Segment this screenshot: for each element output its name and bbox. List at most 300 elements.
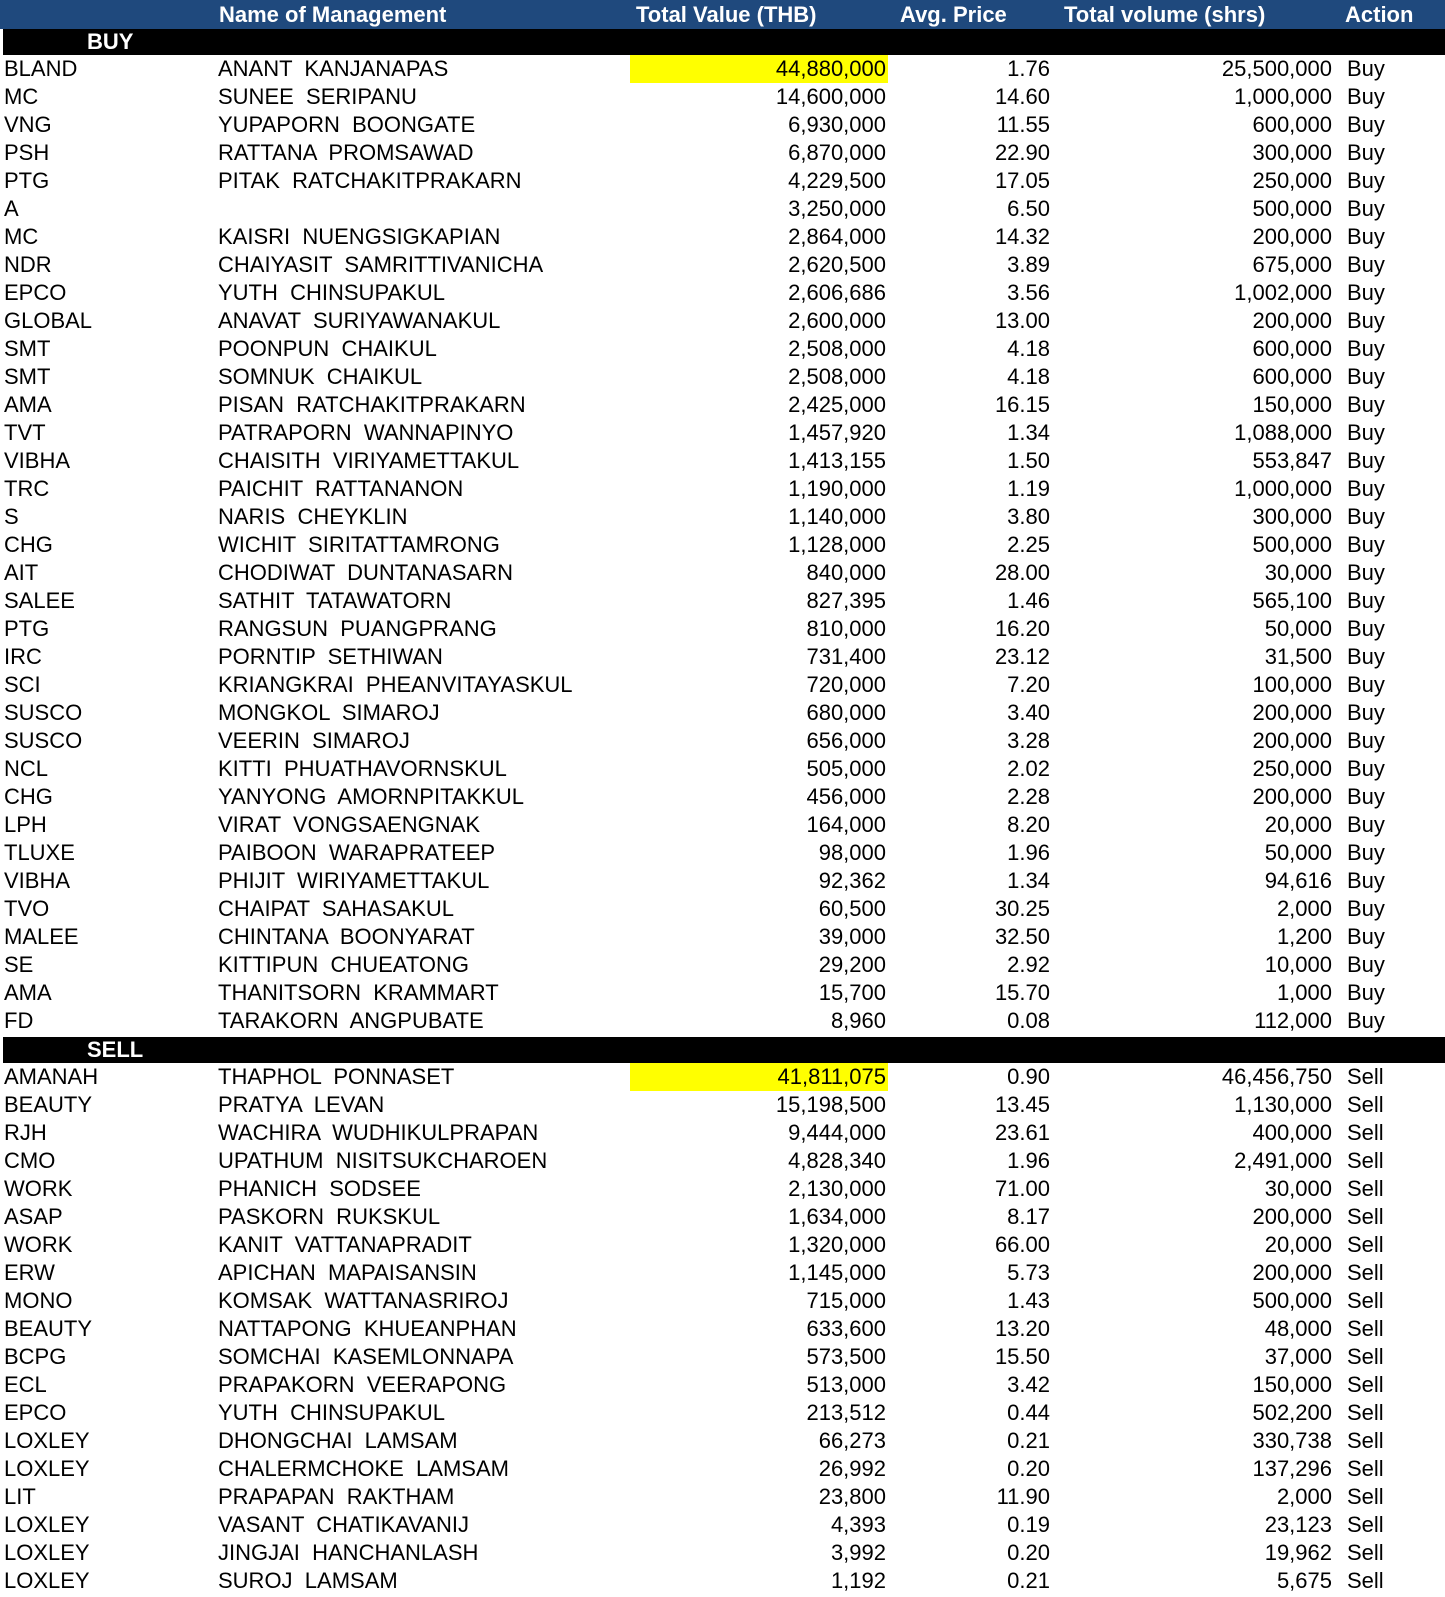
management-name-cell: VASANT CHATIKAVANIJ: [218, 1512, 470, 1537]
total-volume-cell: 200,000: [1252, 224, 1332, 249]
action-cell: Buy: [1347, 896, 1385, 921]
action-cell: Buy: [1347, 588, 1385, 613]
symbol-cell: CMO: [4, 1148, 56, 1173]
table-row: [0, 1259, 1445, 1287]
management-name-cell: TARAKORN ANGPUBATE: [218, 1008, 484, 1033]
symbol-cell: SALEE: [4, 588, 75, 613]
avg-price-cell: 28.00: [994, 560, 1050, 585]
buy-section-header: [3, 29, 1445, 55]
total-value-cell: 98,000: [818, 840, 886, 865]
action-cell: Sell: [1347, 1428, 1384, 1453]
management-name-cell: YUPAPORN BOONGATE: [218, 112, 476, 137]
action-cell: Sell: [1347, 1176, 1384, 1201]
management-name-cell: CHALERMCHOKE LAMSAM: [218, 1456, 509, 1481]
management-name-cell: PITAK RATCHAKITPRAKARN: [218, 168, 522, 193]
action-cell: Buy: [1347, 924, 1385, 949]
management-name-cell: PORNTIP SETHIWAN: [218, 644, 443, 669]
avg-price-cell: 13.20: [994, 1316, 1050, 1341]
table-row: [0, 699, 1445, 727]
total-volume-cell: 94,616: [1264, 868, 1332, 893]
action-cell: Buy: [1347, 252, 1385, 277]
total-volume-cell: 675,000: [1252, 252, 1332, 277]
symbol-cell: GLOBAL: [4, 308, 93, 333]
action-cell: Buy: [1347, 952, 1385, 977]
avg-price-cell: 1.76: [1007, 56, 1050, 81]
total-volume-cell: 500,000: [1252, 1288, 1332, 1313]
symbol-cell: NDR: [4, 252, 52, 277]
avg-price-cell: 0.90: [1007, 1064, 1050, 1089]
action-cell: Buy: [1347, 728, 1385, 753]
total-volume-cell: 150,000: [1252, 1372, 1332, 1397]
management-name-cell: THANITSORN KRAMMART: [218, 980, 499, 1005]
symbol-cell: LOXLEY: [4, 1512, 90, 1537]
total-value-cell: 8,960: [830, 1008, 886, 1033]
total-volume-cell: 1,000,000: [1234, 476, 1332, 501]
symbol-cell: RJH: [4, 1120, 47, 1145]
management-name-cell: ANAVAT SURIYAWANAKUL: [218, 308, 501, 333]
management-name-cell: SUNEE SERIPANU: [218, 84, 417, 109]
symbol-cell: IRC: [4, 644, 42, 669]
total-value-cell: 633,600: [806, 1316, 886, 1341]
avg-price-cell: 1.46: [1007, 588, 1050, 613]
total-volume-cell: 500,000: [1252, 196, 1332, 221]
header-management: Name of Management: [219, 2, 447, 27]
table-row: [0, 1343, 1445, 1371]
symbol-cell: MALEE: [4, 924, 79, 949]
action-cell: Sell: [1347, 1400, 1384, 1425]
action-cell: Buy: [1347, 756, 1385, 781]
total-value-cell: 573,500: [806, 1344, 886, 1369]
avg-price-cell: 14.60: [994, 84, 1050, 109]
avg-price-cell: 2.28: [1007, 784, 1050, 809]
total-volume-cell: 200,000: [1252, 1204, 1332, 1229]
symbol-cell: AIT: [4, 560, 39, 585]
avg-price-cell: 11.90: [996, 1484, 1050, 1509]
table-row: [0, 559, 1445, 587]
total-value-cell: 2,864,000: [788, 224, 886, 249]
symbol-cell: BCPG: [4, 1344, 67, 1369]
avg-price-cell: 3.42: [1007, 1372, 1050, 1397]
header-action: Action: [1345, 2, 1414, 27]
total-value-cell: 1,634,000: [788, 1204, 886, 1229]
avg-price-cell: 3.28: [1007, 728, 1050, 753]
total-volume-cell: 100,000: [1252, 672, 1332, 697]
avg-price-cell: 13.45: [994, 1092, 1050, 1117]
total-value-cell: 456,000: [806, 784, 886, 809]
management-name-cell: DHONGCHAI LAMSAM: [218, 1428, 458, 1453]
action-cell: Buy: [1347, 616, 1385, 641]
table-row: [0, 783, 1445, 811]
total-volume-cell: 200,000: [1252, 700, 1332, 725]
avg-price-cell: 0.19: [1007, 1512, 1050, 1537]
management-name-cell: RANGSUN PUANGPRANG: [218, 616, 497, 641]
table-row: [0, 1567, 1445, 1595]
table-row: [0, 1007, 1445, 1035]
total-value-cell: 60,500: [818, 896, 886, 921]
avg-price-cell: 6.50: [1007, 196, 1050, 221]
table-header: [0, 0, 1445, 29]
symbol-cell: BLAND: [4, 56, 78, 81]
total-value-cell: 44,880,000: [630, 55, 888, 83]
management-name-cell: PRAPAPAN RAKTHAM: [218, 1484, 455, 1509]
symbol-cell: ASAP: [4, 1204, 63, 1229]
total-value-cell: 1,145,000: [788, 1260, 886, 1285]
avg-price-cell: 66.00: [994, 1232, 1050, 1257]
avg-price-cell: 13.00: [994, 308, 1050, 333]
total-volume-cell: 2,000: [1276, 896, 1332, 921]
avg-price-cell: 3.40: [1007, 700, 1050, 725]
table-row: [0, 1399, 1445, 1427]
avg-price-cell: 1.96: [1007, 1148, 1050, 1173]
total-volume-cell: 500,000: [1252, 532, 1332, 557]
table-row: [0, 279, 1445, 307]
total-volume-cell: 200,000: [1252, 728, 1332, 753]
avg-price-cell: 8.17: [1007, 1204, 1050, 1229]
action-cell: Sell: [1347, 1372, 1384, 1397]
avg-price-cell: 0.20: [1007, 1456, 1050, 1481]
management-name-cell: PASKORN RUKSKUL: [218, 1204, 441, 1229]
symbol-cell: ECL: [4, 1372, 47, 1397]
sell-rows: [0, 1063, 1445, 1595]
total-value-cell: 39,000: [818, 924, 886, 949]
management-name-cell: KOMSAK WATTANASRIROJ: [218, 1288, 509, 1313]
symbol-cell: SCI: [4, 672, 41, 697]
avg-price-cell: 2.02: [1007, 756, 1050, 781]
table-row: [0, 1539, 1445, 1567]
symbol-cell: CHG: [4, 784, 53, 809]
total-value-cell: 3,250,000: [788, 196, 886, 221]
total-value-cell: 3,992: [830, 1540, 886, 1565]
table-row: [0, 867, 1445, 895]
table-row: [0, 1455, 1445, 1483]
table-row: [0, 195, 1445, 223]
symbol-cell: NCL: [4, 756, 49, 781]
total-value-cell: 1,140,000: [788, 504, 886, 529]
symbol-cell: BEAUTY: [4, 1092, 93, 1117]
table-row: [0, 503, 1445, 531]
action-cell: Buy: [1347, 644, 1385, 669]
total-volume-cell: 1,000,000: [1234, 84, 1332, 109]
management-name-cell: APICHAN MAPAISANSIN: [218, 1260, 477, 1285]
table-row: [0, 447, 1445, 475]
table-row: [0, 531, 1445, 559]
management-name-cell: POONPUN CHAIKUL: [218, 336, 437, 361]
total-volume-cell: 600,000: [1252, 112, 1332, 137]
total-volume-cell: 1,130,000: [1234, 1092, 1332, 1117]
avg-price-cell: 1.34: [1007, 420, 1050, 445]
management-name-cell: UPATHUM NISITSUKCHAROEN: [218, 1148, 548, 1173]
buy-section-label: BUY: [87, 29, 134, 54]
action-cell: Buy: [1347, 112, 1385, 137]
total-value-cell: 1,190,000: [788, 476, 886, 501]
table-row: [0, 923, 1445, 951]
avg-price-cell: 17.05: [994, 168, 1050, 193]
total-volume-cell: 112,000: [1254, 1008, 1332, 1033]
symbol-cell: FD: [4, 1008, 34, 1033]
management-name-cell: YANYONG AMORNPITAKKUL: [218, 784, 525, 809]
table-row: [0, 895, 1445, 923]
total-volume-cell: 200,000: [1252, 1260, 1332, 1285]
management-name-cell: CHODIWAT DUNTANASARN: [218, 560, 513, 585]
total-volume-cell: 137,296: [1252, 1456, 1332, 1481]
total-value-cell: 715,000: [806, 1288, 886, 1313]
management-name-cell: CHAIYASIT SAMRITTIVANICHA: [218, 252, 544, 277]
management-name-cell: MONGKOL SIMAROJ: [218, 700, 440, 725]
avg-price-cell: 1.19: [1007, 476, 1050, 501]
action-cell: Sell: [1347, 1484, 1384, 1509]
total-value-cell: 840,000: [806, 560, 886, 585]
action-cell: Sell: [1347, 1064, 1384, 1089]
avg-price-cell: 1.50: [1007, 448, 1050, 473]
avg-price-cell: 1.43: [1007, 1288, 1050, 1313]
total-volume-cell: 600,000: [1252, 364, 1332, 389]
management-name-cell: NATTAPONG KHUEANPHAN: [218, 1316, 517, 1341]
management-name-cell: SUROJ LAMSAM: [218, 1568, 398, 1593]
management-name-cell: KAISRI NUENGSIGKAPIAN: [218, 224, 501, 249]
symbol-cell: EPCO: [4, 280, 67, 305]
action-cell: Buy: [1347, 420, 1385, 445]
total-volume-cell: 330,738: [1252, 1428, 1332, 1453]
table-row: [0, 391, 1445, 419]
total-value-cell: 656,000: [806, 728, 886, 753]
total-volume-cell: 31,500: [1264, 644, 1332, 669]
total-volume-cell: 23,123: [1264, 1512, 1332, 1537]
total-value-cell: 6,870,000: [788, 140, 886, 165]
management-name-cell: KANIT VATTANAPRADIT: [218, 1232, 472, 1257]
table-row: [0, 1427, 1445, 1455]
action-cell: Sell: [1347, 1288, 1384, 1313]
management-name-cell: PHIJIT WIRIYAMETTAKUL: [218, 868, 490, 893]
action-cell: Buy: [1347, 980, 1385, 1005]
total-volume-cell: 2,491,000: [1234, 1148, 1332, 1173]
management-name-cell: PISAN RATCHAKITPRAKARN: [218, 392, 526, 417]
avg-price-cell: 30.25: [994, 896, 1050, 921]
action-cell: Buy: [1347, 280, 1385, 305]
total-value-cell: 4,393: [830, 1512, 886, 1537]
total-value-cell: 2,130,000: [788, 1176, 886, 1201]
symbol-cell: AMA: [4, 980, 52, 1005]
total-volume-cell: 50,000: [1264, 840, 1332, 865]
management-name-cell: THAPHOL PONNASET: [218, 1064, 455, 1089]
management-name-cell: WACHIRA WUDHIKULPRAPAN: [218, 1120, 539, 1145]
action-cell: Sell: [1347, 1148, 1384, 1173]
management-name-cell: SOMCHAI KASEMLONNAPA: [218, 1344, 514, 1369]
total-value-cell: 731,400: [806, 644, 886, 669]
avg-price-cell: 0.21: [1007, 1568, 1050, 1593]
table-row: [0, 335, 1445, 363]
action-cell: Sell: [1347, 1092, 1384, 1117]
avg-price-cell: 71.00: [994, 1176, 1050, 1201]
action-cell: Sell: [1347, 1260, 1384, 1285]
total-volume-cell: 30,000: [1264, 1176, 1332, 1201]
total-value-cell: 164,000: [806, 812, 886, 837]
avg-price-cell: 2.25: [1007, 532, 1050, 557]
action-cell: Buy: [1347, 1008, 1385, 1033]
avg-price-cell: 3.56: [1007, 280, 1050, 305]
management-name-cell: PAIBOON WARAPRATEEP: [218, 840, 496, 865]
management-name-cell: ANANT KANJANAPAS: [218, 56, 449, 81]
total-volume-cell: 30,000: [1264, 560, 1332, 585]
table-row: [0, 475, 1445, 503]
symbol-cell: VIBHA: [4, 448, 71, 473]
table-row: [0, 1231, 1445, 1259]
management-name-cell: KITTIPUN CHUEATONG: [218, 952, 469, 977]
sell-section-header: [3, 1037, 1445, 1063]
management-name-cell: SOMNUK CHAIKUL: [218, 364, 423, 389]
avg-price-cell: 0.08: [1007, 1008, 1050, 1033]
table-row: [0, 55, 1445, 83]
avg-price-cell: 5.73: [1007, 1260, 1050, 1285]
management-name-cell: VEERIN SIMAROJ: [218, 728, 410, 753]
table-row: [0, 1483, 1445, 1511]
avg-price-cell: 22.90: [994, 140, 1050, 165]
management-name-cell: NARIS CHEYKLIN: [218, 504, 408, 529]
total-value-cell: 15,198,500: [775, 1092, 886, 1117]
table-row: [0, 643, 1445, 671]
table-row: [0, 223, 1445, 251]
symbol-cell: LOXLEY: [4, 1568, 90, 1593]
total-volume-cell: 48,000: [1264, 1316, 1332, 1341]
total-volume-cell: 565,100: [1252, 588, 1332, 613]
avg-price-cell: 0.44: [1007, 1400, 1050, 1425]
total-value-cell: 4,828,340: [788, 1148, 886, 1173]
total-volume-cell: 37,000: [1264, 1344, 1332, 1369]
total-value-cell: 680,000: [806, 700, 886, 725]
total-volume-cell: 1,002,000: [1234, 280, 1332, 305]
management-name-cell: CHAISITH VIRIYAMETTAKUL: [218, 448, 520, 473]
total-value-cell: 92,362: [818, 868, 886, 893]
total-value-cell: 2,508,000: [788, 364, 886, 389]
total-volume-cell: 300,000: [1252, 504, 1332, 529]
total-volume-cell: 200,000: [1252, 784, 1332, 809]
symbol-cell: MC: [4, 84, 39, 109]
avg-price-cell: 7.20: [1007, 672, 1050, 697]
symbol-cell: TRC: [4, 476, 50, 501]
management-name-cell: PRAPAKORN VEERAPONG: [218, 1372, 507, 1397]
action-cell: Buy: [1347, 812, 1385, 837]
avg-price-cell: 14.32: [994, 224, 1050, 249]
symbol-cell: MC: [4, 224, 39, 249]
avg-price-cell: 15.50: [994, 1344, 1050, 1369]
management-name-cell: CHAIPAT SAHASAKUL: [218, 896, 454, 921]
table-row: [0, 1287, 1445, 1315]
action-cell: Buy: [1347, 168, 1385, 193]
symbol-cell: TVO: [4, 896, 50, 921]
action-cell: Sell: [1347, 1204, 1384, 1229]
total-volume-cell: 20,000: [1264, 1232, 1332, 1257]
avg-price-cell: 32.50: [994, 924, 1050, 949]
symbol-cell: VNG: [4, 112, 52, 137]
total-value-cell: 14,600,000: [775, 84, 886, 109]
avg-price-cell: 1.96: [1007, 840, 1050, 865]
symbol-cell: ERW: [4, 1260, 55, 1285]
buy-rows: [0, 55, 1445, 1035]
total-value-cell: 827,395: [806, 588, 886, 613]
total-volume-cell: 553,847: [1252, 448, 1332, 473]
avg-price-cell: 3.80: [1007, 504, 1050, 529]
table-row: [0, 811, 1445, 839]
symbol-cell: TVT: [4, 420, 46, 445]
symbol-cell: A: [4, 196, 19, 221]
action-cell: Buy: [1347, 476, 1385, 501]
action-cell: Sell: [1347, 1232, 1384, 1257]
symbol-cell: LOXLEY: [4, 1456, 90, 1481]
management-name-cell: YUTH CHINSUPAKUL: [218, 280, 445, 305]
total-value-cell: 2,620,500: [788, 252, 886, 277]
total-value-cell: 505,000: [806, 756, 886, 781]
table-row: [0, 1175, 1445, 1203]
table-row: [0, 1147, 1445, 1175]
total-volume-cell: 10,000: [1264, 952, 1332, 977]
total-volume-cell: 250,000: [1252, 756, 1332, 781]
avg-price-cell: 11.55: [996, 112, 1050, 137]
total-value-cell: 41,811,075: [630, 1063, 888, 1091]
management-name-cell: PHANICH SODSEE: [218, 1176, 421, 1201]
total-value-cell: 6,930,000: [788, 112, 886, 137]
total-volume-cell: 150,000: [1252, 392, 1332, 417]
symbol-cell: SUSCO: [4, 728, 83, 753]
total-volume-cell: 600,000: [1252, 336, 1332, 361]
header-avg-price: Avg. Price: [900, 2, 1007, 27]
table-row: [0, 1203, 1445, 1231]
action-cell: Buy: [1347, 504, 1385, 529]
total-volume-cell: 1,200: [1276, 924, 1332, 949]
table-row: [0, 755, 1445, 783]
table-row: [0, 1063, 1445, 1091]
action-cell: Buy: [1347, 700, 1385, 725]
symbol-cell: LOXLEY: [4, 1428, 90, 1453]
symbol-cell: LIT: [4, 1484, 36, 1509]
action-cell: Buy: [1347, 364, 1385, 389]
management-name-cell: YUTH CHINSUPAKUL: [218, 1400, 445, 1425]
total-volume-cell: 19,962: [1264, 1540, 1332, 1565]
action-cell: Sell: [1347, 1456, 1384, 1481]
avg-price-cell: 8.20: [1007, 812, 1050, 837]
avg-price-cell: 15.70: [994, 980, 1050, 1005]
table-row: [0, 727, 1445, 755]
symbol-cell: SE: [4, 952, 34, 977]
management-name-cell: VIRAT VONGSAENGNAK: [218, 812, 481, 837]
table-row: [0, 251, 1445, 279]
total-volume-cell: 300,000: [1252, 140, 1332, 165]
total-volume-cell: 2,000: [1276, 1484, 1332, 1509]
total-volume-cell: 502,200: [1252, 1400, 1332, 1425]
avg-price-cell: 23.12: [994, 644, 1050, 669]
total-value-cell: 15,700: [818, 980, 886, 1005]
action-cell: Buy: [1347, 196, 1385, 221]
symbol-cell: PTG: [4, 616, 50, 641]
total-value-cell: 1,192: [830, 1568, 886, 1593]
total-value-cell: 213,512: [806, 1400, 886, 1425]
action-cell: Sell: [1347, 1344, 1384, 1369]
total-value-cell: 2,425,000: [788, 392, 886, 417]
avg-price-cell: 4.18: [1007, 364, 1050, 389]
symbol-cell: EPCO: [4, 1400, 67, 1425]
table-row: [0, 1091, 1445, 1119]
management-name-cell: PAICHIT RATTANANON: [218, 476, 464, 501]
total-volume-cell: 250,000: [1252, 168, 1332, 193]
symbol-cell: PSH: [4, 140, 50, 165]
action-cell: Buy: [1347, 840, 1385, 865]
management-name-cell: KRIANGKRAI PHEANVITAYASKUL: [218, 672, 573, 697]
table-row: [0, 167, 1445, 195]
symbol-cell: MONO: [4, 1288, 73, 1313]
symbol-cell: PTG: [4, 168, 50, 193]
total-volume-cell: 200,000: [1252, 308, 1332, 333]
action-cell: Buy: [1347, 672, 1385, 697]
total-value-cell: 1,128,000: [788, 532, 886, 557]
action-cell: Sell: [1347, 1316, 1384, 1341]
